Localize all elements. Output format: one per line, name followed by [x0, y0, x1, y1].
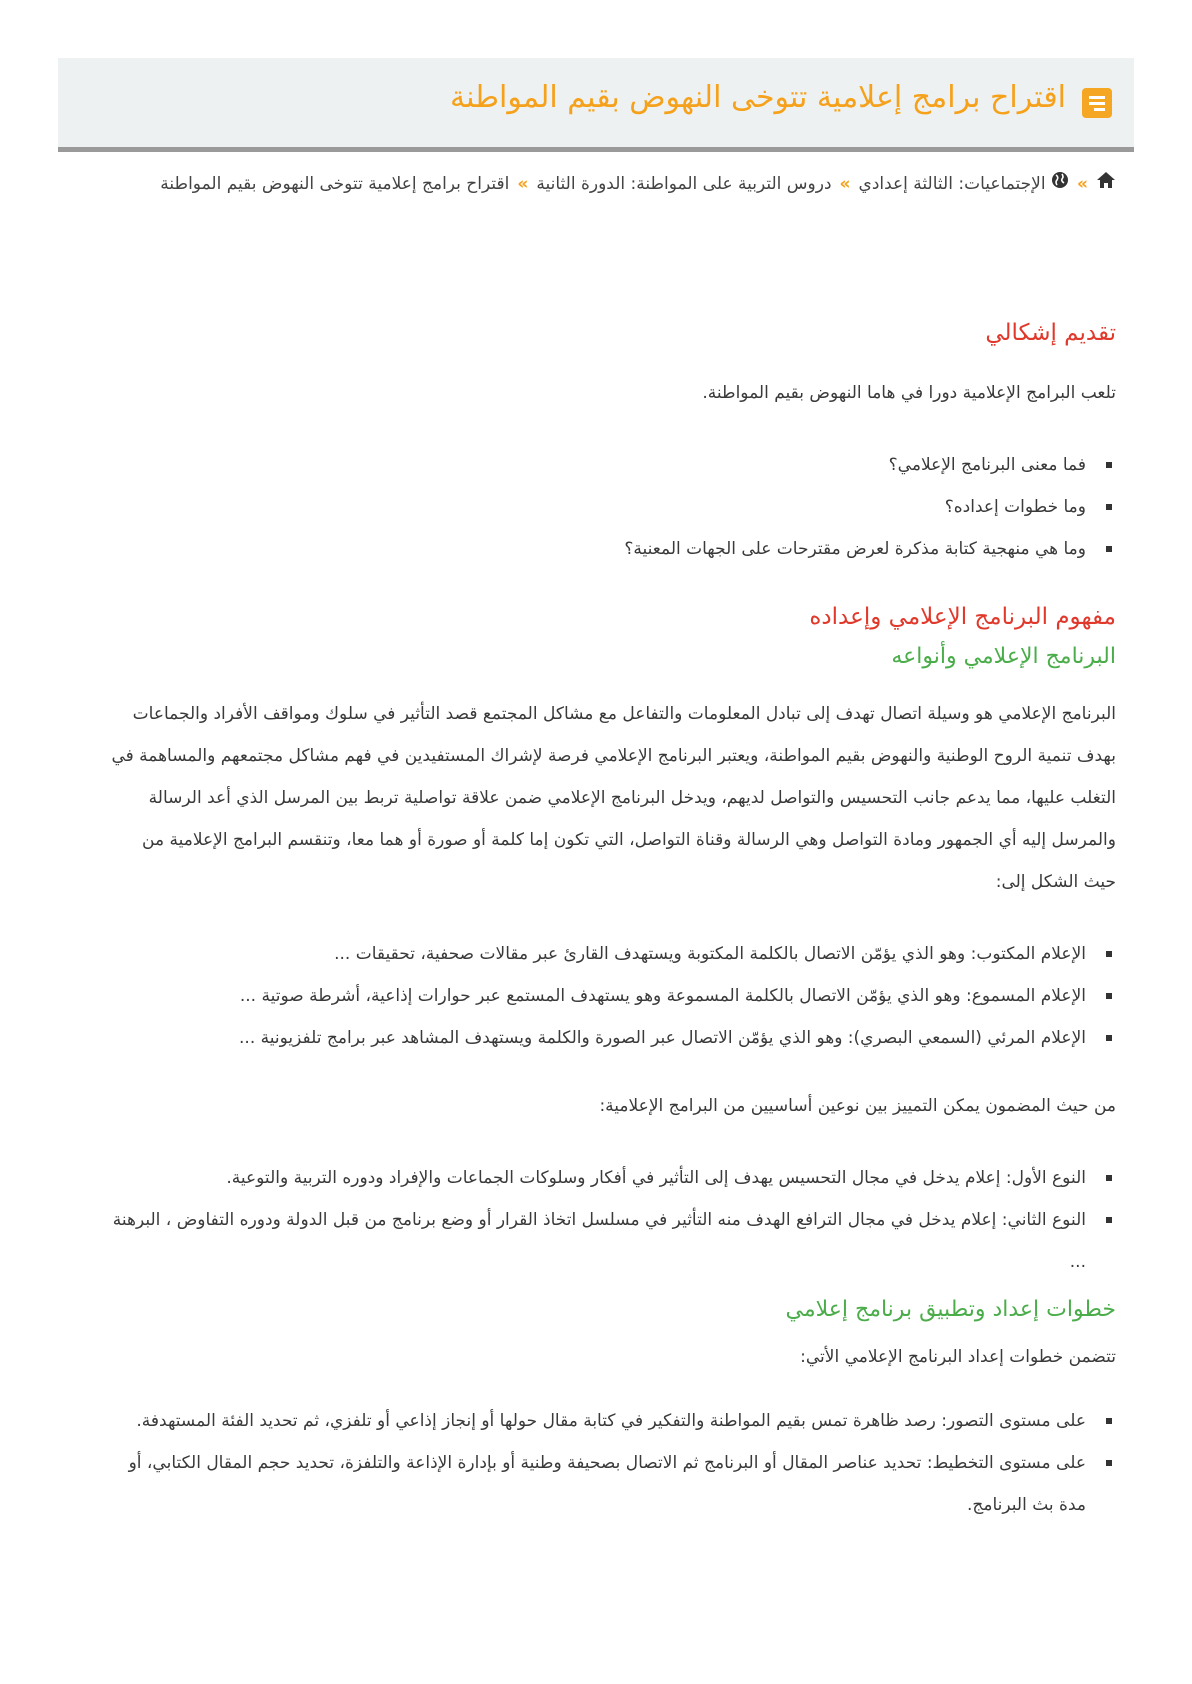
globe-icon	[1051, 166, 1069, 202]
list-item: الإعلام المرئي (السمعي البصري): وهو الذي يؤمّن الاتصال عبر الصورة والكلمة ويستهدف المشاهد عبر برامج تلفزيونية ...	[106, 1017, 1086, 1059]
steps-list	[106, 1400, 1116, 1526]
section-heading-problem: تقديم إشكالي	[985, 320, 1116, 346]
problem-intro: تلعب البرامج الإعلامية دورا في هاما النهوض بقيم المواطنة.	[702, 383, 1116, 403]
steps-intro: تتضمن خطوات إعداد البرنامج الإعلامي الأتي:	[800, 1347, 1116, 1367]
list-item: الإعلام المكتوب: وهو الذي يؤمّن الاتصال بالكلمة المكتوبة ويستهدف القارئ عبر مقالات صحفية، تحقيقات ...	[106, 933, 1086, 975]
breadcrumb-separator: »	[517, 174, 529, 194]
page-title: اقتراح برامج إعلامية تتوخى النهوض بقيم المواطنة	[450, 80, 1066, 115]
breadcrumb-separator: »	[839, 174, 851, 194]
content-types-intro: من حيث المضمون يمكن التمييز بين نوعين أساسيين من البرامج الإعلامية:	[599, 1096, 1116, 1116]
breadcrumb-item-social-studies[interactable]: الإجتماعيات: الثالثة إعدادي	[858, 174, 1046, 194]
breadcrumb-item-citizenship-lessons[interactable]: دروس التربية على المواطنة: الدورة الثانية	[536, 174, 832, 194]
list-item: على مستوى التخطيط: تحديد عناصر المقال أو البرنامج ثم الاتصال بصحيفة وطنية أو بإدارة الإذاعة والتلفزة، تحديد حجم المقال الكتابي، أو مدة بث البرنامج.	[106, 1442, 1086, 1526]
list-item: وما خطوات إعداده؟	[106, 486, 1086, 528]
problem-questions-list	[106, 444, 1116, 570]
breadcrumb	[116, 166, 1116, 202]
list-item: الإعلام المسموع: وهو الذي يؤمّن الاتصال بالكلمة المسموعة وهو يستهدف المستمع عبر حوارات إذاعية، أشرطة صوتية ...	[106, 975, 1086, 1017]
list-item: على مستوى التصور: رصد ظاهرة تمس بقيم المواطنة والتفكير في كتابة مقال حولها أو إنجاز إذاعي أو تلفزي، ثم تحديد الفئة المستهدفة.	[106, 1400, 1086, 1442]
section-heading-concept: مفهوم البرنامج الإعلامي وإعداده	[809, 604, 1116, 630]
subheading-steps: خطوات إعداد وتطبيق برنامج إعلامي	[785, 1297, 1116, 1322]
form-types-list	[106, 933, 1116, 1059]
content-types-list	[106, 1157, 1116, 1283]
concept-paragraph: البرنامج الإعلامي هو وسيلة اتصال تهدف إلى تبادل المعلومات والتفاعل مع مشاكل المجتمع قصد التأثير في سلوك ومواقف الأفراد والجماعات بهدف تنمية الروح الوطنية والنهوض بقيم المواطنة، ويعتبر البرنامج الإعلامي فرصة لإشراك المستفيدين في فهم مشاكل مجتمعهم والمساهمة في التغلب عليها، مما يدعم جانب التحسيس والتواصل لديهم، ويدخل البرنامج الإعلامي ضمن علاقة تواصلية تربط بين المرسل الذي أعد الرسالة والمرسل إليه أي الجمهور ومادة التواصل وهي الرسالة وقناة التواصل، التي تكون إما كلمة أو صورة أو هما معا، وتنقسم البرامج الإعلامية من حيث الشكل إلى:	[111, 704, 1116, 892]
breadcrumb-item-current: اقتراح برامج إعلامية تتوخى النهوض بقيم المواطنة	[160, 174, 510, 194]
breadcrumb-separator: »	[1077, 174, 1088, 194]
subheading-media-types: البرنامج الإعلامي وأنواعه	[891, 644, 1116, 669]
list-item: فما معنى البرنامج الإعلامي؟	[106, 444, 1086, 486]
list-item: النوع الثاني: إعلام يدخل في مجال الترافع الهدف منه التأثير في مسلسل اتخاذ القرار أو وضع برنامج من قبل الدولة ودوره التفاوض ، البرهنة ...	[106, 1199, 1086, 1283]
page-header	[58, 58, 1134, 152]
document-icon	[1082, 88, 1112, 118]
home-icon[interactable]	[1096, 166, 1116, 202]
article-content	[106, 320, 1116, 1552]
list-item: النوع الأول: إعلام يدخل في مجال التحسيس يهدف إلى التأثير في أفكار وسلوكات الجماعات والإفراد ودوره التربية والتوعية.	[106, 1157, 1086, 1199]
list-item: وما هي منهجية كتابة مذكرة لعرض مقترحات على الجهات المعنية؟	[106, 528, 1086, 570]
